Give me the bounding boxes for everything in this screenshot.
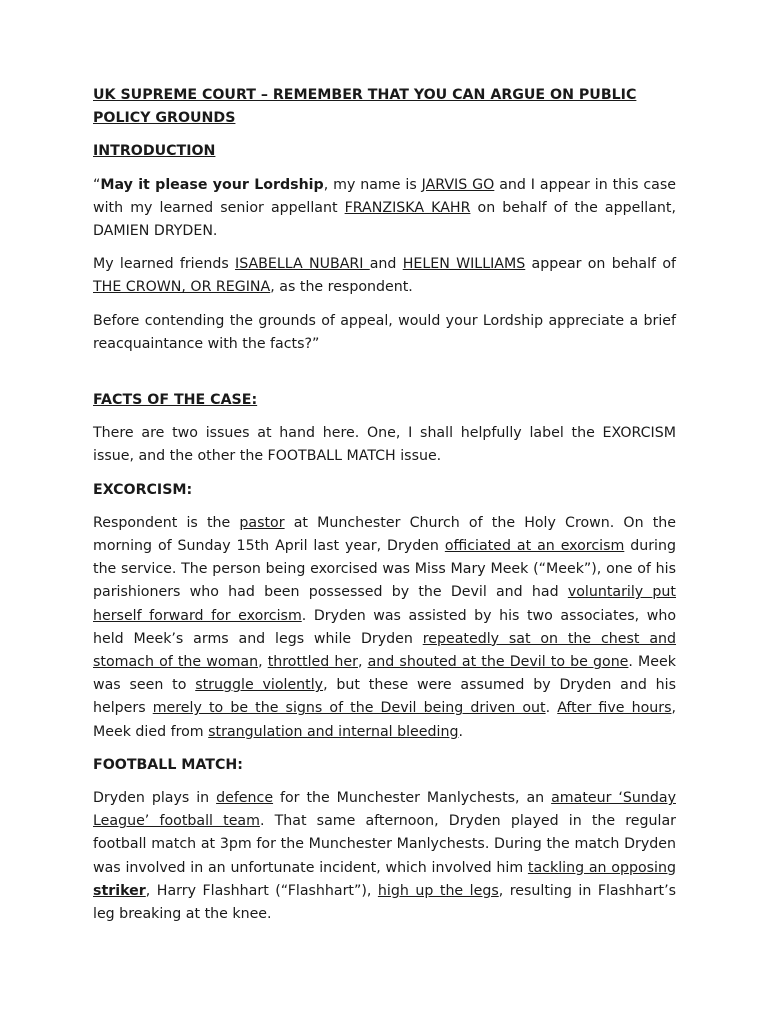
text-run: . Dryden was assisted by his two associates, who held Meek’s arms and legs while Dryden xyxy=(93,607,676,647)
text-run: , Harry Flashhart (“Flashhart”), xyxy=(145,882,378,899)
underlined-run: amateur ‘Sunday League’ football team xyxy=(93,790,676,830)
text-run: during the service. The person being exorcised was Miss Mary Meek (“Meek”), one of his parishioners who had been possessed by the Devil and had xyxy=(93,538,676,601)
text-run: and xyxy=(369,256,403,273)
speaker-name: JARVIS GO xyxy=(421,176,495,193)
friend-name-1: ISABELLA NUBARI xyxy=(235,256,370,273)
text-run: , resulting in Flashhart’s leg breaking at the knee. xyxy=(93,882,676,923)
document-page xyxy=(93,84,676,936)
friend-name-2: HELEN WILLIAMS xyxy=(402,256,526,273)
document-title: UK SUPREME COURT – REMEMBER THAT YOU CAN ARGUE ON PUBLIC POLICY GROUNDS xyxy=(93,87,637,127)
introduction-paragraph-1 xyxy=(93,174,676,244)
text-run: at Munchester Church of the Holy Crown. On the morning of Sunday 15th April last year, Dryden xyxy=(93,514,677,555)
facts-paragraph: There are two issues at hand here. One, I shall helpfully label the EXORCISM issue, and the other the FOOTBALL MATCH issue. xyxy=(93,425,676,465)
text-run: My learned friends xyxy=(93,256,236,273)
text-run: Dryden plays in xyxy=(93,790,217,807)
underlined-run: high up the legs xyxy=(377,882,499,899)
text-run: and I appear in this case with my learned senior appellant xyxy=(93,176,676,216)
underlined-run: struggle violently xyxy=(195,677,324,694)
facts-heading: FACTS OF THE CASE: xyxy=(93,392,258,409)
text-run: . xyxy=(545,700,558,717)
football-heading: FOOTBALL MATCH: xyxy=(93,756,243,773)
text-run: , as the respondent. xyxy=(270,279,413,296)
underlined-run: After five hours xyxy=(557,700,672,717)
underlined-run: tackling an opposing xyxy=(527,859,676,876)
introduction-paragraph-3: Before contending the grounds of appeal, would your Lordship appreciate a brief reacquaintance with the facts?” xyxy=(93,312,676,352)
spacer xyxy=(93,366,676,389)
text-run: appear on behalf of xyxy=(525,256,676,273)
underlined-run: and shouted at the Devil to be gone xyxy=(367,654,629,671)
exorcism-paragraph xyxy=(93,512,676,744)
text-run: “ xyxy=(93,176,101,193)
text-run: on behalf of the appellant, DAMIEN DRYDEN. xyxy=(93,199,676,240)
underlined-run: officiated at an exorcism xyxy=(444,538,625,555)
lordship-address: May it please your Lordship xyxy=(100,176,324,193)
underlined-run: defence xyxy=(216,790,274,807)
exorcism-heading: EXCORCISM: xyxy=(93,481,193,498)
introduction-paragraph-2 xyxy=(93,253,676,299)
underlined-run: pastor xyxy=(239,514,285,531)
underlined-bold-run: striker xyxy=(93,882,146,899)
text-run: , xyxy=(357,654,368,671)
underlined-run: repeatedly sat on the chest and stomach of the woman xyxy=(93,630,677,671)
respondent-name: THE CROWN, OR REGINA xyxy=(93,279,271,296)
text-run: , Meek died from xyxy=(93,700,676,740)
text-run: . xyxy=(458,723,463,740)
senior-appellant-name: FRANZISKA KAHR xyxy=(344,199,471,216)
introduction-heading: INTRODUCTION xyxy=(93,143,216,160)
football-paragraph xyxy=(93,787,676,926)
text-run: Respondent is the xyxy=(93,514,240,531)
text-run: . Meek was seen to xyxy=(93,654,676,694)
text-run: , my name is xyxy=(323,176,422,193)
underlined-run: throttled her xyxy=(267,654,358,671)
text-run: . That same afternoon, Dryden played in the regular football match at 3pm for the Munchester Manlychests. During the match Dryden was involved in an unfortunate incident, which involved him xyxy=(93,813,677,876)
underlined-run: strangulation and internal bleeding xyxy=(208,723,459,740)
underlined-run: merely to be the signs of the Devil being driven out xyxy=(152,700,546,717)
text-run: , xyxy=(258,654,268,671)
text-run: , but these were assumed by Dryden and his helpers xyxy=(93,677,676,717)
underlined-run: voluntarily put herself forward for exorcism xyxy=(93,584,676,624)
text-run: for the Munchester Manlychests, an xyxy=(273,790,552,807)
